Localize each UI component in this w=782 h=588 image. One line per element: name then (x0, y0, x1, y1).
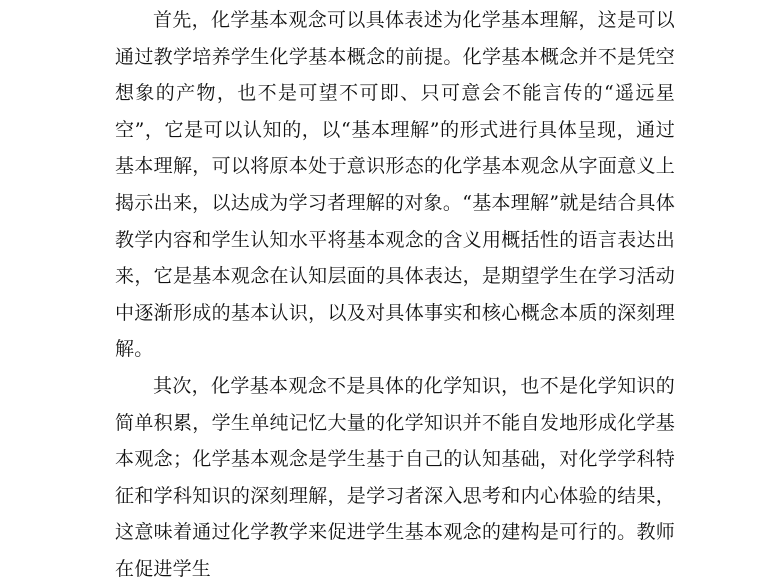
paragraph-first: 首先，化学基本观念可以具体表述为化学基本理解，这是可以通过教学培养学生化学基本概念的前提。化学基本概念并不是凭空想象的产物，也不是可望不可即、只可意会不能言传的“遥远星空”，它是可以认知的，以“基本理解”的形式进行具体呈现，通过基本理解，可以将原本处于意识形态的化学基本观念从字面意义上揭示出来，以达成为学习者理解的对象。“基本理解”就是结合具体教学内容和学生认知水平将基本观念的含义用概括性的语言表达出来，它是基本观念在认知层面的具体表达，是期望学生在学习活动中逐渐形成的基本认识，以及对具体事实和核心概念本质的深刻理解。 (115, 9, 675, 361)
document-body (115, 0, 675, 588)
paragraph-second: 其次，化学基本观念不是具体的化学知识，也不是化学知识的简单积累，学生单纯记忆大量的化学知识并不能自发地形成化学基本观念；化学基本观念是学生基于自己的认知基础，对化学学科特征和学科知识的深刻理解，是学习者深入思考和内心体验的结果，这意味着通过化学教学来促进学生基本观念的建构是可行的。教师在促进学生 (115, 374, 675, 580)
